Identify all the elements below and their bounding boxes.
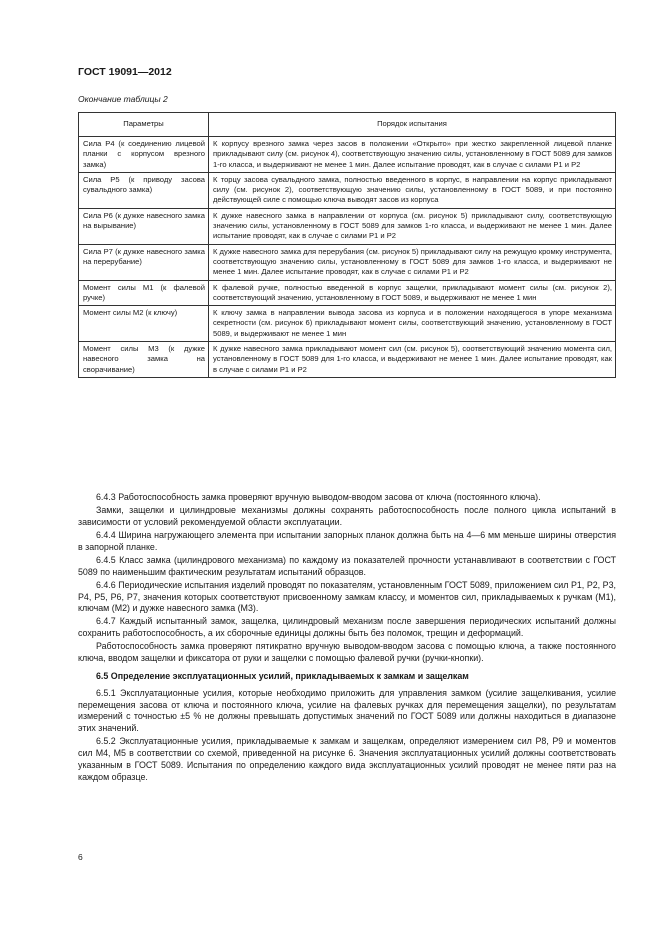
paragraph: Работоспособность замка проверяют пятикратно вручную выводом-вводом засова с помощью ключа, а также постоянного ключа, вводом защелки и фиксатора от руки и защелки с помощью фалевой ручки (ручки-кнопки).	[78, 641, 616, 664]
procedure-cell: К ключу замка в направлении вывода засова из корпуса и в положении находящегося в упоре механизма секретности (см. рисунок 6) прикладывают момент силы, соответствующий значению, установленному в ГОСТ 5089, и выдерживают не менее 1 мин	[209, 306, 616, 342]
page-number: 6	[78, 852, 83, 862]
procedure-cell: К корпусу врезного замка через засов в положении «Открыто» при жестко закрепленной лицевой планке прикладывают силу (см. рисунок 4), соответствующую значению силы, установленному в ГОСТ 5089 для замков 1-го класса, и выдерживают не менее 1 мин. Далее испытание проводят, как в случае с силами P1 и P2	[209, 137, 616, 173]
parameter-cell: Сила P4 (к соединению лицевой планки с корпусом врезного замка)	[79, 137, 209, 173]
column-header-procedure: Порядок испытания	[209, 113, 616, 137]
procedure-cell: К торцу засова сувальдного замка, полностью введенного в корпус, в направлении на корпус прикладывают силу (см. рисунок 2), соответствующую значению силы, установленному в ГОСТ 5089, и при постоянно действующей силе с помощью ключа выводят засов из корпуса	[209, 172, 616, 208]
table-row	[79, 172, 616, 208]
column-header-parameters: Параметры	[79, 113, 209, 137]
paragraph: Замки, защелки и цилиндровые механизмы должны сохранять работоспособность после полного цикла испытаний в зависимости от условий рекомендуемой области эксплуатации.	[78, 505, 616, 527]
table-row	[79, 342, 616, 378]
paragraph-6-4-6: 6.4.6 Периодические испытания изделий проводят по показателям, установленным ГОСТ 5089, приложением сил P1, P2, P3, P4, P5, P6, P7, значения которых соответствуют присвоенному замкам класcу, и моментов сил, прикладываемых к ручкам (M1), ключам (M2) и дужке навесного замка (M3).	[78, 579, 616, 614]
procedure-cell: К фалевой ручке, полностью введенной в корпус защелки, прикладывают момент силы (см. рисунок 2), соответствующий значению, установленному в ГОСТ 5089, и выдерживают не менее 1 мин	[209, 280, 616, 306]
parameter-cell: Сила P5 (к приводу засова сувальдного замка)	[79, 172, 209, 208]
paragraph-6-4-4: 6.4.4 Ширина нагружающего элемента при испытании запорных планок должна быть на 4—6 мм меньше ширины отверстия в запорной планке.	[78, 529, 616, 552]
paragraph-6-4-7: 6.4.7 Каждый испытанный замок, защелка, цилиндровый механизм после завершения периодических испытаний должны сохранить работоспособность, а их сборочные единицы должны быть без поломок, трещин и деформаций.	[78, 616, 616, 639]
paragraph-6-5-2: 6.5.2 Эксплуатационные усилия, прикладываемые к замкам и защелкам, определяют измерением сил P8, P9 и моментов сил M4, M5 в соответствии со схемой, приведенной на рисунке 6. Значения эксплуатационных усилий должны соответствовать указанным в ГОСТ 5089. Испытания по определению каждого вида эксплуатационных усилий проводят не менее пяти раз на каждом образце.	[78, 736, 616, 782]
paragraph-6-4-3: 6.4.3 Работоспособность замка проверяют вручную выводом-вводом засова от ключа (постоянного ключа).	[96, 492, 541, 502]
procedure-cell: К дужке навесного замка прикладывают момент сил (см. рисунок 5), соответствующий значению момента сил, установленному в ГОСТ 5089 для 1-го класса, и выдерживают не менее 1 мин. Далее испытание проводят, как в случае с силами P1 и P2	[209, 342, 616, 378]
parameter-cell: Момент силы M1 (к фалевой ручке)	[79, 280, 209, 306]
table-row	[79, 280, 616, 306]
table-caption: Окончание таблицы 2	[78, 94, 168, 104]
procedure-cell: К дужке навесного замка в направлении от корпуса (см. рисунок 5) прикладывают силу, соответствующую значению силы, установленному в ГОСТ 5089 для замков 1-го класса, и выдерживают не менее 1 мин. Далее испытание проводят, как в случае с силами P1 и P2	[209, 208, 616, 244]
section-heading-6-5: 6.5 Определение эксплуатационных усилий, прикладываемых к замкам и защелкам	[96, 670, 469, 681]
table-row	[79, 208, 616, 244]
parameter-cell: Момент силы M3 (к дужке навесного замка на сворачивание)	[79, 342, 209, 378]
document-body	[78, 492, 616, 785]
table-row	[79, 137, 616, 173]
table-row	[79, 244, 616, 280]
paragraph-6-4-5: 6.4.5 Класс замка (цилиндрового механизма) по каждому из показателей прочности устанавливают в соответствии с ГОСТ 5089 по наименьшим фактическим результатам испытаний образцов.	[78, 554, 616, 577]
document-header-title: ГОСТ 19091—2012	[78, 66, 172, 78]
table-header-row	[79, 113, 616, 137]
parameter-cell: Сила P7 (к дужке навесного замка на перерубание)	[79, 244, 209, 280]
parameter-cell: Сила P6 (к дужке навесного замка на вырывание)	[79, 208, 209, 244]
table-row	[79, 306, 616, 342]
procedure-cell: К дужке навесного замка для перерубания (см. рисунок 5) прикладывают силу на режущую кромку инструмента, соответствующую значению силы, установленному в ГОСТ 5089 для замков 1-го класса, и выдерживают не менее 1 мин. Далее испытание проводят, как в случае с силами P1 и P2	[209, 244, 616, 280]
parameter-cell: Момент силы M2 (к ключу)	[79, 306, 209, 342]
paragraph-6-5-1: 6.5.1 Эксплуатационные усилия, которые необходимо приложить для управления замком (усилие защелкивания, усилие перемещения засова от ключа и постоянного ключа, усилие на фалевых ручках для перемещения защелки), по результатам измерений с точностью ±5 % не должны превышать допустимых значений по ГОСТ 5089 или должны находиться в диапазоне этих значений.	[78, 687, 616, 734]
test-procedure-table	[78, 112, 616, 378]
